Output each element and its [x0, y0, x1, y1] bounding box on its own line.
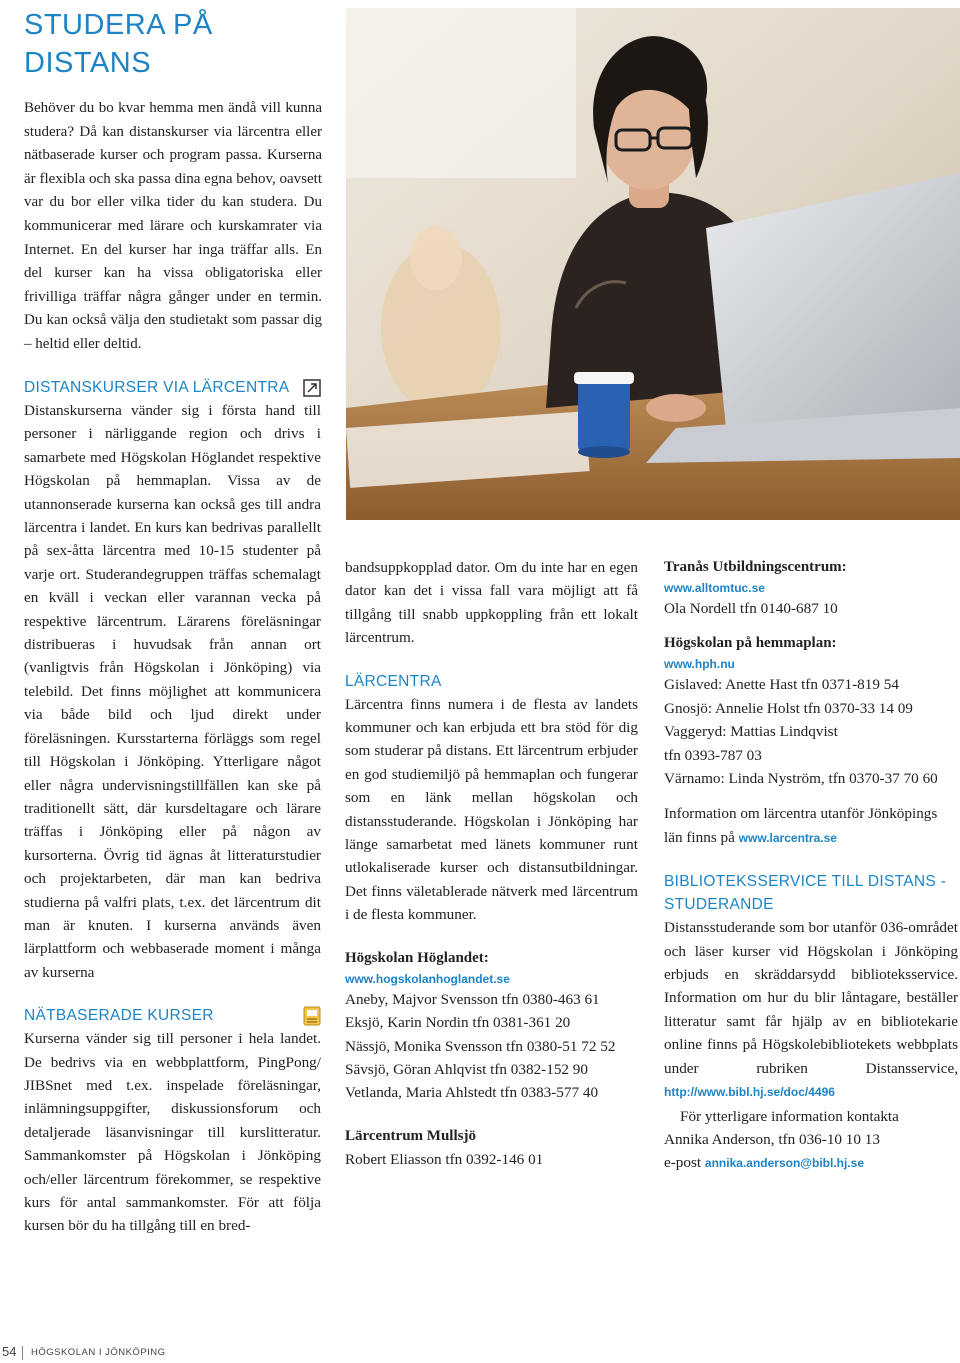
- contact-line: Ola Nordell tfn 0140-687 10: [664, 600, 838, 617]
- contact-line: Värnamo: Linda Nyström, tfn 0370-37 70 60: [664, 770, 938, 788]
- section-text: Distanskurserna vänder sig i första hand till personer i närliggande region och drivs i samarbete med Högskolan Höglandet respektive Högskolan på hemmaplan. Vissa av de utannonserade kurserna kan också ges till andra lärcentra i landet. En kurs kan bedrivas parallellt på sex-åtta lärcentra med 10-15 studenter på varje ort. Studerandegruppen träffas schemalagt en kväll i veckan eller varannan vecka på respektive lärcentrum. Lärarens föreläsningar distribueras i huvudsak från annan ort (vanligtvis från Högskolan i Jönköping) via telebild. Det finns möjlighet att kommunicera via både bild och ljud direkt under föreläsningen. Kursstarterna förläggs som regel till Högskolan i Jönköping. Ytterligare något eller några undervisningstillfällen kan ske på traditionellt sätt, där kursdeltagare och lärare träffas i Jönköping eller på någon av kursorterna. Övrig tid ägnas åt litteraturstudier och projektarbeten, där man kan bedriva studierna på valfri plats, t.ex. det lärcentrum dit man är knuten. I kurserna används även lärplattform och webbaserade moment i många av kurserna: [24, 402, 321, 981]
- contact-line: Vetlanda, Maria Ahlstedt tfn 0383-577 40: [345, 1084, 599, 1102]
- contact-line: Eksjö, Karin Nordin tfn 0381-361 20: [345, 1014, 571, 1032]
- page-title-line: DISTANS: [24, 47, 152, 79]
- section-header-distanskurser: [24, 376, 321, 399]
- contact-link[interactable]: www.hph.nu: [664, 657, 735, 672]
- contact-line: Gislaved: Anette Hast tfn 0371-819 54: [664, 676, 899, 694]
- email-prefix: e-post: [664, 1154, 705, 1172]
- info-text: [664, 802, 958, 850]
- contact-heading: Lärcentrum Mullsjö: [345, 1127, 476, 1144]
- publication-name: HÖGSKOLAN I JÖNKÖPING: [31, 1347, 166, 1358]
- contact-link[interactable]: www.alltomtuc.se: [664, 581, 765, 595]
- contact-heading: Högskolan Höglandet:: [345, 949, 489, 966]
- contact-link[interactable]: www.hogskolanhoglandet.se: [345, 971, 510, 986]
- external-link-icon: [303, 379, 321, 397]
- email-line: [664, 1151, 958, 1175]
- more-info-text: För ytterligare information kontakta: [680, 1107, 899, 1125]
- contact-heading: Tranås Utbildningscentrum:: [664, 559, 847, 575]
- intro-text: Behöver du bo kvar hemma men ändå vill kunna studera? Då kan distanskurser via lärcentra eller nätbaserade kurser och program passa. Kurserna är flexibla och ska passa dina egna behov, oavsett var du bor eller vilka tider du kan studera. Du kommunicerar med lärare och kurskamrater via Internet. En del kurser har inga träffar alls. En del kurser kan ha vissa obligatoriska eller frivilliga träffar några gånger under en termin. Du kan också välja den studietakt som passar dig – heltid eller deltid.: [24, 100, 322, 352]
- section-text-body: Distansstuderande som bor utanför 036-området och läser kurser vid Högskolan i Jönköping erbjuds en skräddarsydd biblioteksservice. Information om hur du blir låntagare, beställer litteratur samt får hjälp av en bibliotekarie online finns på Högskolebibliotekets webbplats under rubriken Distansservice,: [664, 919, 958, 1077]
- section-heading: NÄTBASERADE KURSER: [24, 1007, 214, 1025]
- info-text-body: Information om lärcentra utanför Jönköpings län finns på: [664, 805, 938, 846]
- contact-line: Sävsjö, Göran Ahlqvist tfn 0382-152 90: [345, 1060, 588, 1078]
- document-icon: [303, 1006, 321, 1026]
- section-text: Lärcentra finns numera i de flesta av landets kommuner och kan erbjuda ett bra stöd för dig som studerar på distans. Ett lärcentrum erbjuder en god studiemiljö på hemmaplan och fungerar som en länk mellan högskolan och distansstuderande. Högskolan i Jönköping har länge samarbetat med länets kommuner runt utlokaliserade kurser och distansutbildningar. Det finns väletablerade nätverk med lärcentrum i de flesta kommuner.: [345, 695, 638, 924]
- contact-line: Annika Anderson, tfn 036-10 10 13: [664, 1130, 880, 1148]
- page-number: 54: [2, 1344, 17, 1359]
- column-3: [664, 556, 958, 1176]
- section-text-continued: bandsuppkopplad dator. Om du inte har en egen dator kan det i vissa fall vara möjligt att få tillgång till snabb uppkoppling från ett lokalt lärcentrum.: [345, 559, 638, 647]
- contact-link[interactable]: www.larcentra.se: [738, 830, 837, 845]
- section-heading: BIBLIOTEKSSERVICE TILL DISTANS - STUDERANDE: [664, 873, 947, 914]
- student-photo: [346, 8, 960, 520]
- section-text: [664, 916, 958, 1104]
- library-link[interactable]: http://www.bibl.hj.se/doc/4496: [664, 1085, 835, 1100]
- section-text: Kurserna vänder sig till personer i hela landet. De bedrivs via en webbplattform, PingPong/ JIBSnet med t.ex. inspelade föreläsningar, inlämningsuppgifter, diskussionsforum och detaljerade läsanvisningar till kurslitteratur. Sammankomster på Högskolan i Jönköping och/eller lärcentrum förekommer, se respektive kurs för antal sammankomster. För att följa kursen bör du ha tillgång till en bred-: [24, 1030, 321, 1235]
- contact-line: Vaggeryd: Mattias Lindqvist: [664, 723, 838, 741]
- section-heading: DISTANSKURSER VIA LÄRCENTRA: [24, 379, 290, 396]
- page-footer: [0, 1344, 300, 1363]
- section-heading: LÄRCENTRA: [345, 672, 442, 690]
- column-1: [24, 376, 321, 1238]
- contact-line: Gnosjö: Annelie Holst tfn 0370-33 14 09: [664, 699, 913, 717]
- contact-line: Nässjö, Monika Svensson tfn 0380-51 72 52: [345, 1037, 616, 1055]
- intro-block: [24, 97, 322, 357]
- section-header-natbaserade: [24, 1004, 321, 1027]
- page-title: [24, 6, 213, 82]
- footer-divider: [22, 1346, 23, 1360]
- email-link[interactable]: annika.anderson@bibl.hj.se: [704, 1156, 864, 1171]
- contact-line: tfn 0393-787 03: [664, 746, 762, 764]
- column-2: [345, 556, 638, 1171]
- contact-line: Robert Eliasson tfn 0392-146 01: [345, 1150, 544, 1168]
- page-title-line: STUDERA PÅ: [24, 9, 213, 41]
- contact-line: Aneby, Majvor Svensson tfn 0380-463 61: [345, 990, 600, 1008]
- contact-heading: Högskolan på hemmaplan:: [664, 635, 837, 652]
